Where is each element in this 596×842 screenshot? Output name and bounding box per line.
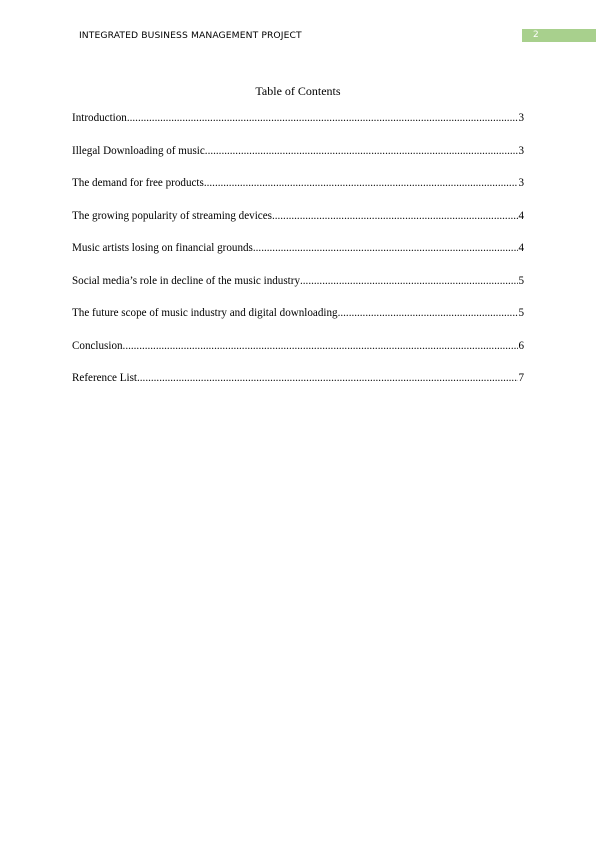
- toc-entry-page: 5: [518, 274, 524, 287]
- table-of-contents: [72, 111, 524, 404]
- toc-entry-label: The future scope of music industry and digital downloading: [72, 307, 338, 319]
- toc-heading: Table of Contents: [255, 84, 341, 98]
- toc-dot-leader: [127, 111, 519, 125]
- toc-entry-label: Introduction: [72, 112, 127, 124]
- toc-dot-leader: [253, 241, 519, 255]
- toc-entry-label: The demand for free products: [72, 177, 204, 189]
- toc-entry-social-media-role[interactable]: [72, 274, 524, 307]
- toc-entry-page: 3: [518, 144, 524, 157]
- toc-entry-label: Illegal Downloading of music: [72, 144, 205, 157]
- toc-entry-streaming-devices[interactable]: [72, 209, 524, 242]
- toc-entry-page: 7: [518, 372, 524, 384]
- toc-dot-leader: [123, 339, 519, 353]
- toc-entry-demand-free-products[interactable]: [72, 176, 524, 209]
- toc-entry-label: The growing popularity of streaming devices: [72, 209, 272, 222]
- toc-entry-illegal-downloading[interactable]: [72, 144, 524, 177]
- toc-entry-page: 4: [518, 209, 524, 222]
- toc-entry-reference-list[interactable]: [72, 371, 524, 404]
- toc-dot-leader: [205, 144, 519, 158]
- toc-dot-leader: [137, 371, 518, 385]
- toc-entry-conclusion[interactable]: [72, 339, 524, 372]
- toc-entry-label: Music artists losing on financial grounds: [72, 242, 253, 254]
- toc-entry-page: 5: [518, 307, 524, 319]
- toc-entry-page: 3: [518, 112, 524, 124]
- toc-entry-introduction[interactable]: [72, 111, 524, 144]
- toc-entry-page: 6: [518, 339, 524, 352]
- page-number: 2: [533, 30, 539, 40]
- toc-entry-artists-financial[interactable]: [72, 241, 524, 274]
- toc-dot-leader: [272, 209, 519, 223]
- toc-entry-label: Reference List: [72, 372, 137, 384]
- running-header-title: INTEGRATED BUSINESS MANAGEMENT PROJECT: [79, 30, 302, 41]
- toc-entry-label: Social media’s role in decline of the music industry: [72, 274, 300, 287]
- toc-entry-page: 3: [518, 177, 524, 189]
- toc-dot-leader: [300, 274, 518, 288]
- toc-entry-label: Conclusion: [72, 339, 123, 352]
- toc-dot-leader: [204, 176, 519, 190]
- page-number-badge: [522, 29, 596, 42]
- toc-entry-future-scope[interactable]: [72, 306, 524, 339]
- toc-dot-leader: [338, 306, 519, 320]
- toc-entry-page: 4: [518, 242, 524, 254]
